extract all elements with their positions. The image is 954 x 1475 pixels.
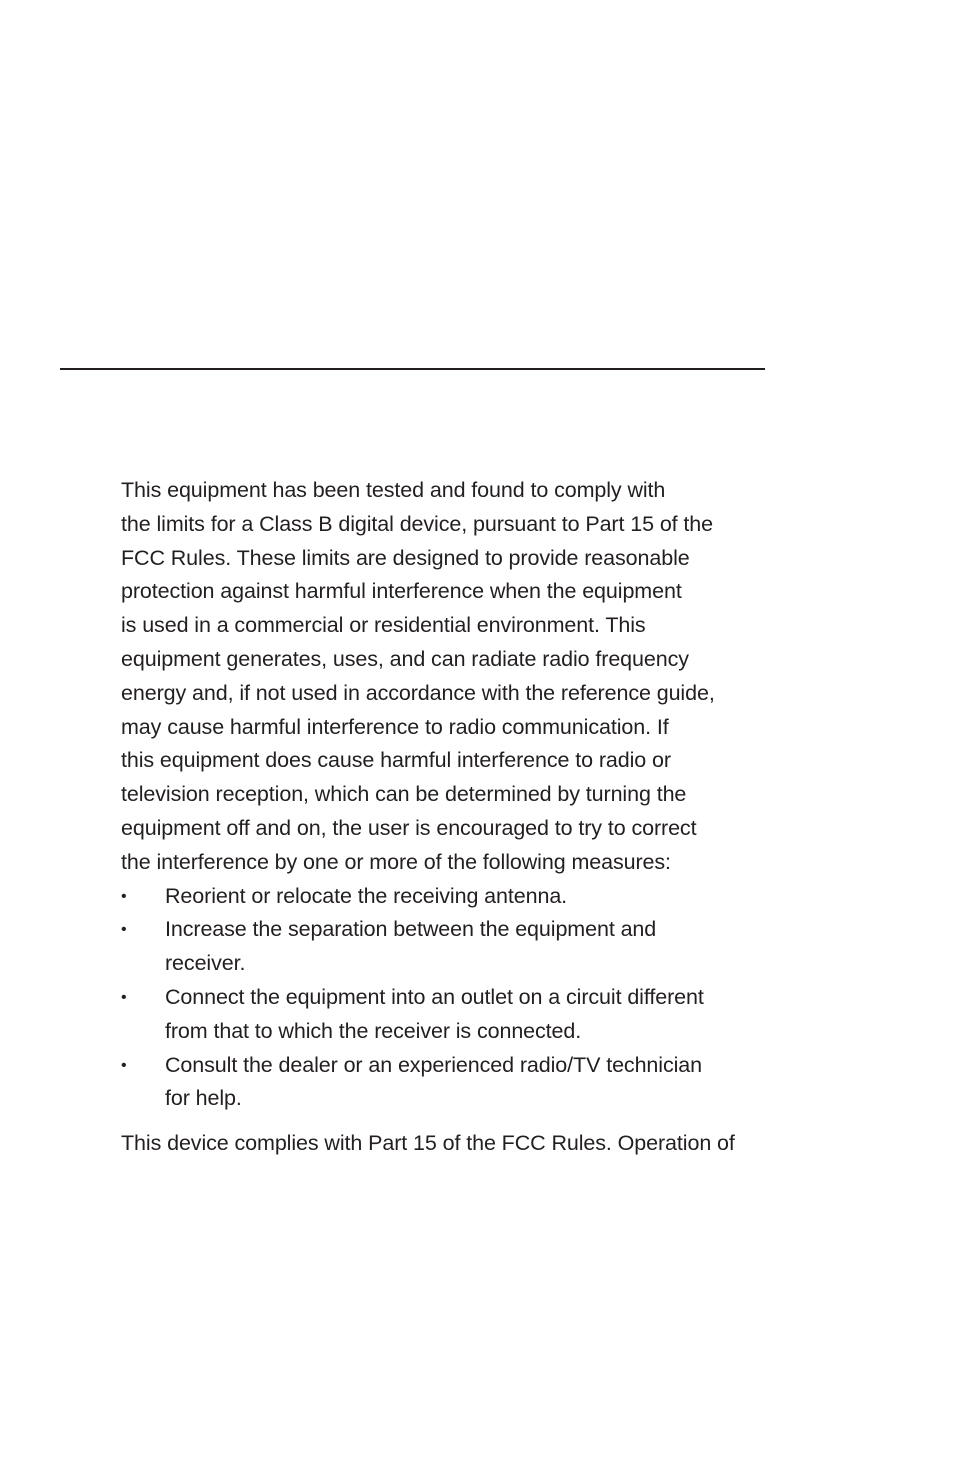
horizontal-rule: [60, 368, 765, 370]
text-line: equipment generates, uses, and can radiate radio frequency: [121, 646, 689, 671]
text-line: this equipment does cause harmful interference to radio or: [121, 748, 671, 773]
bullet-icon: •: [121, 887, 127, 905]
text-line: Increase the separation between the equipment and: [165, 917, 657, 942]
measure-item: [121, 880, 766, 914]
measures-list: [121, 880, 766, 1117]
text-line: Reorient or relocate the receiving antenna.: [165, 883, 568, 908]
text-line: Consult the dealer or an experienced radio/TV technician: [165, 1052, 703, 1077]
text-line: receiver.: [165, 951, 246, 976]
measure-item: [121, 981, 766, 1049]
text-line: for help.: [165, 1086, 242, 1111]
text-line: the limits for a Class B digital device, pursuant to Part 15 of the: [121, 511, 714, 536]
text-line: television reception, which can be determined by turning the: [121, 782, 687, 807]
text-line: may cause harmful interference to radio communication. If: [121, 714, 669, 739]
text-line: FCC Rules. These limits are designed to provide reasonable: [121, 545, 690, 570]
intro-paragraph: [121, 474, 766, 880]
text-line: the interference by one or more of the following measures:: [121, 849, 671, 874]
measure-item: [121, 913, 766, 981]
fcc-notice: [121, 474, 766, 1161]
closing-paragraph: [121, 1127, 766, 1161]
text-line: energy and, if not used in accordance with the reference guide,: [121, 680, 715, 705]
bullet-icon: •: [121, 921, 127, 939]
text-line: is used in a commercial or residential environment. This: [121, 613, 646, 638]
text-line: protection against harmful interference when the equipment: [121, 579, 682, 604]
text-line: Connect the equipment into an outlet on a circuit different: [165, 984, 704, 1009]
measure-item: [121, 1049, 766, 1117]
bullet-icon: •: [121, 1056, 127, 1074]
text-line: This device complies with Part 15 of the FCC Rules. Operation of: [121, 1131, 735, 1156]
text-line: This equipment has been tested and found to comply with: [121, 478, 666, 502]
text-line: equipment off and on, the user is encouraged to try to correct: [121, 815, 697, 840]
bullet-icon: •: [121, 988, 127, 1006]
text-line: from that to which the receiver is connected.: [165, 1018, 582, 1043]
